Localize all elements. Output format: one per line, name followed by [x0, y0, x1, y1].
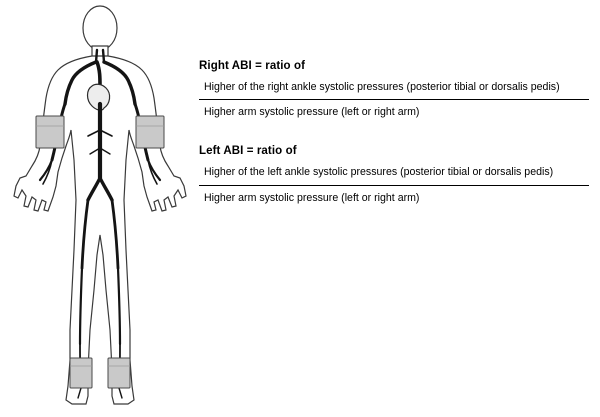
right-abi-title: Right ABI = ratio of: [199, 60, 306, 72]
left-abi-formula: [199, 145, 589, 204]
left-abi-numerator: Higher of the left ankle systolic pressures (posterior tibial or dorsalis pedis): [204, 166, 554, 179]
right-abi-formula: [199, 60, 589, 119]
body-illustration-svg: [0, 0, 200, 412]
left-ankle-cuff: [108, 358, 130, 388]
left-abi-denominator: Higher arm systolic pressure (left or right arm): [204, 191, 420, 204]
right-ankle-cuff: [70, 358, 92, 388]
left-arm-cuff: [136, 116, 164, 148]
right-abi-numerator: Higher of the right ankle systolic pressures (posterior tibial or dorsalis pedis): [204, 81, 560, 93]
abi-formula-list: [199, 60, 589, 231]
right-arm-cuff: [36, 116, 64, 148]
left-abi-ratio: [199, 166, 589, 204]
left-abi-title: Left ABI = ratio of: [199, 145, 297, 158]
human-body-arterial-diagram: [0, 0, 200, 412]
right-abi-ratio: [199, 81, 589, 119]
body-outline: [14, 6, 186, 404]
right-abi-denominator: Higher arm systolic pressure (left or right arm): [204, 106, 420, 119]
